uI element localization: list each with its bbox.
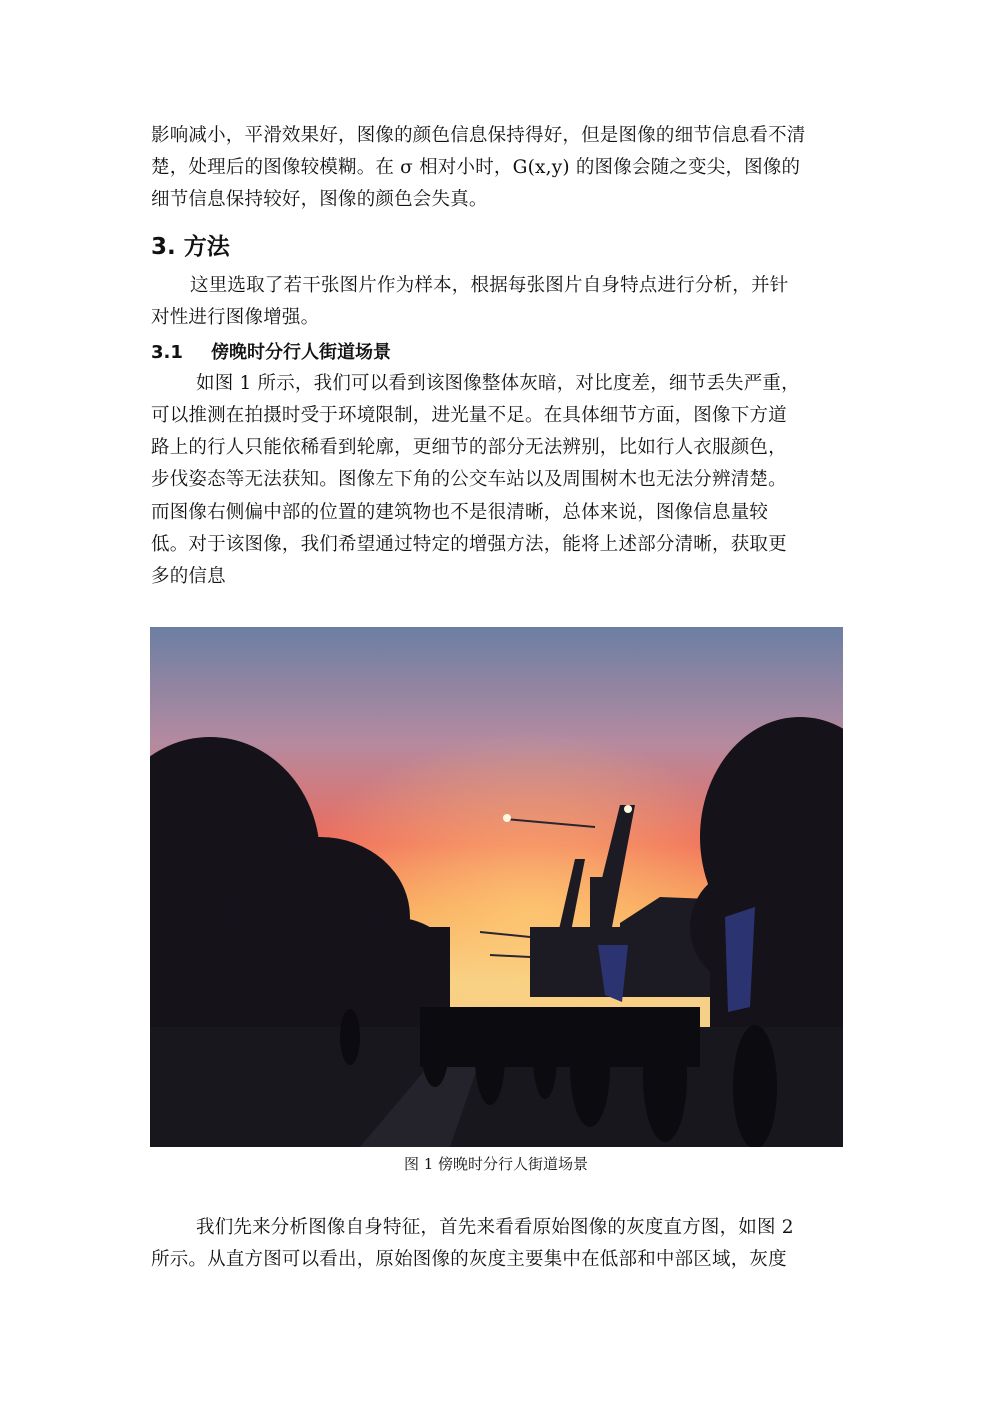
intro-line-2: 楚，处理后的图像较模糊。在 σ 相对小时，G(x,y) 的图像会随之变尖，图像的 xyxy=(151,157,801,178)
subsection-line-5: 而图像右侧偏中部的位置的建筑物也不是很清晰，总体来说，图像信息量较 xyxy=(151,502,769,523)
subsection-heading xyxy=(151,338,391,364)
subsection-line-1: 如图 1 所示，我们可以看到该图像整体灰暗，对比度差，细节丢失严重， xyxy=(196,373,800,394)
subsection-line-2: 可以推测在拍摄时受于环境限制，进光量不足。在具体细节方面，图像下方道 xyxy=(151,405,787,426)
figure-caption: 图 1 傍晚时分行人街道场景 xyxy=(403,1155,589,1173)
subsection-number: 3.1 xyxy=(151,342,183,363)
intro-line-1: 影响减小，平滑效果好，图像的颜色信息保持得好，但是图像的细节信息看不清 xyxy=(151,125,806,146)
subsection-title: 傍晚时分行人街道场景 xyxy=(211,342,391,363)
street-dusk-photo xyxy=(150,627,843,1147)
subsection-line-7: 多的信息 xyxy=(151,566,226,587)
section-paragraph-line-2: 对性进行图像增强。 xyxy=(151,307,320,328)
closing-line-1: 我们先来分析图像自身特征，首先来看看原始图像的灰度直方图，如图 2 xyxy=(196,1217,794,1238)
intro-line-3: 细节信息保持较好，图像的颜色会失真。 xyxy=(151,189,488,210)
subsection-line-3: 路上的行人只能依稀看到轮廓，更细节的部分无法辨别，比如行人衣服颜色， xyxy=(151,437,787,458)
subsection-line-6: 低。对于该图像，我们希望通过特定的增强方法，能将上述部分清晰，获取更 xyxy=(151,534,787,555)
closing-line-2: 所示。从直方图可以看出，原始图像的灰度主要集中在低部和中部区域，灰度 xyxy=(151,1249,787,1270)
section-heading: 3. 方法 xyxy=(151,234,230,260)
subsection-line-4: 步伐姿态等无法获知。图像左下角的公交车站以及周围树木也无法分辨清楚。 xyxy=(151,469,787,490)
section-paragraph-line-1: 这里选取了若干张图片作为样本，根据每张图片自身特点进行分析，并针 xyxy=(190,275,789,296)
street-dusk-illustration xyxy=(150,627,843,1147)
